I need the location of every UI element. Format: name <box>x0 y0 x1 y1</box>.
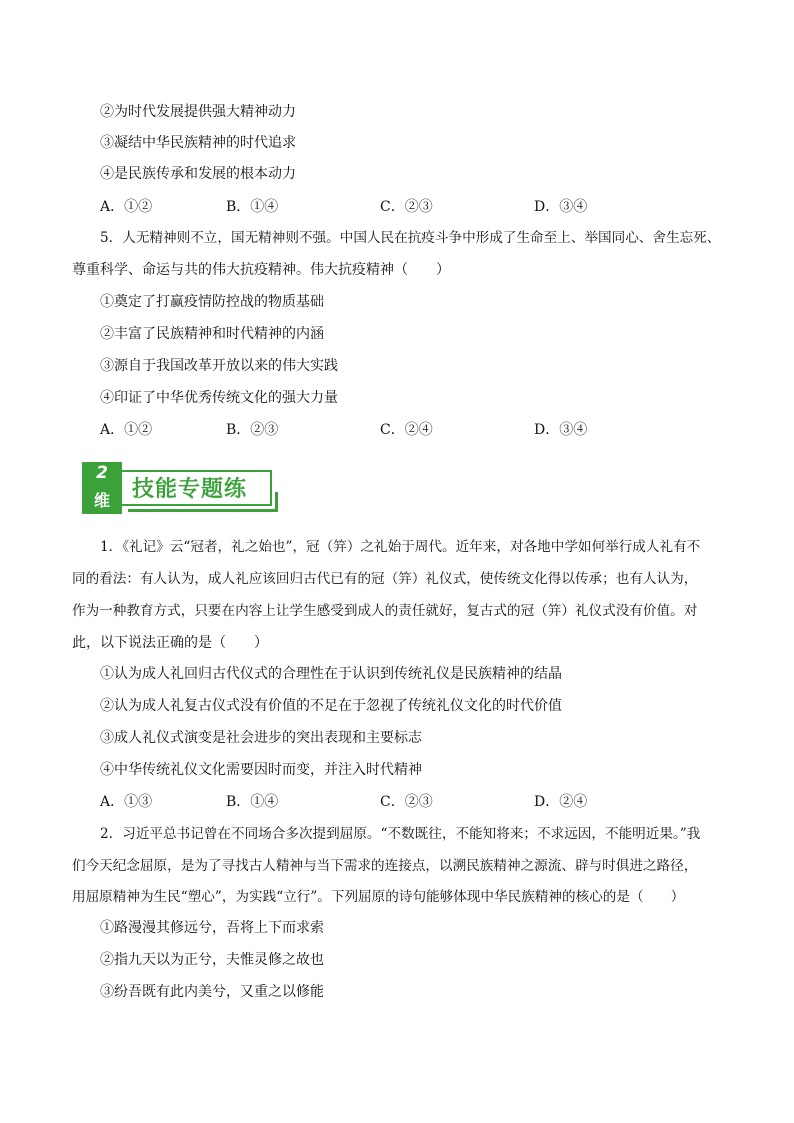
q2-item-1: ①路漫漫其修远兮，吾将上下而求索 <box>100 920 324 936</box>
q4-item-2: ②为时代发展提供强大精神动力 <box>100 104 296 120</box>
q4-item-3: ③凝结中华民族精神的时代追求 <box>100 135 296 151</box>
q5-item-1: ①奠定了打赢疫情防控战的物质基础 <box>100 294 324 310</box>
q5-item-2: ②丰富了民族精神和时代精神的内涵 <box>100 326 324 342</box>
q5-stem-line-2: 尊重科学、命运与共的伟大抗疫精神。伟大抗疫精神（ ） <box>72 262 450 278</box>
q1-stem-line-4: 此，以下说法正确的是（ ） <box>72 635 268 651</box>
q5-option-a: A．①② <box>100 422 153 438</box>
q1-item-3: ③成人礼仪式演变是社会进步的突出表现和主要标志 <box>100 730 422 746</box>
q1-option-b: B．①④ <box>226 794 279 810</box>
q2-stem-line-1: 2．习近平总书记曾在不同场合多次提到屈原。“不数既往，不能知将来；不求远因，不能明近果。”我 <box>100 826 701 842</box>
q4-option-b: B．①④ <box>226 199 279 215</box>
q1-option-a: A．①③ <box>100 794 153 810</box>
q5-stem-line-1: 5．人无精神则不立，国无精神则不强。中国人民在抗疫斗争中形成了生命至上、举国同心、舍生忘死、 <box>100 230 721 246</box>
q5-option-c: C．②④ <box>380 422 433 438</box>
q4-option-c: C．②③ <box>380 199 433 215</box>
q1-option-c: C．②③ <box>380 794 433 810</box>
section-title: 技能专题练 <box>132 477 248 502</box>
q2-stem-line-2: 们今天纪念屈原，是为了寻找古人精神与当下需求的连接点，以溯民族精神之源流、辟与时俱进之路径， <box>72 858 698 874</box>
q1-item-1: ①认为成人礼回归古代仪式的合理性在于认识到传统礼仪是民族精神的结晶 <box>100 666 562 682</box>
q4-item-4: ④是民族传承和发展的根本动力 <box>100 166 296 182</box>
section-banner <box>82 462 278 514</box>
q2-item-2: ②指九天以为正兮，夫惟灵修之故也 <box>100 952 324 968</box>
section-badge-number: 2 <box>96 463 108 483</box>
q2-stem-line-3: 用屈原精神为生民“塑心”，为实践“立行”。下列屈原的诗句能够体现中华民族精神的核心的是（ ） <box>72 889 685 905</box>
q1-stem-line-3: 作为一种教育方式，只要在内容上让学生感受到成人的责任就好，复古式的冠（笄）礼仪式没有价值。对 <box>72 603 698 619</box>
q1-item-4: ④中华传统礼仪文化需要因时而变，并注入时代精神 <box>100 762 422 778</box>
q5-item-4: ④印证了中华优秀传统文化的强大力量 <box>100 390 338 406</box>
q4-option-d: D．③④ <box>534 199 588 215</box>
q4-option-a: A．①② <box>100 199 153 215</box>
q1-item-2: ②认为成人礼复古仪式没有价值的不足在于忽视了传统礼仪文化的时代价值 <box>100 698 562 714</box>
q5-item-3: ③源自于我国改革开放以来的伟大实践 <box>100 358 338 374</box>
q5-option-b: B．②③ <box>226 422 279 438</box>
section-badge <box>82 462 122 514</box>
q1-stem-line-1: 1．《礼记》云“冠者，礼之始也”，冠（笄）之礼始于周代。近年来，对各地中学如何举行成人礼有不 <box>100 539 701 555</box>
q1-stem-line-2: 同的看法：有人认为，成人礼应该回归古代已有的冠（笄）礼仪式，使传统文化得以传承；也有人认为， <box>72 571 698 587</box>
q5-option-d: D．③④ <box>534 422 588 438</box>
q1-option-d: D．②④ <box>534 794 588 810</box>
q2-item-3: ③纷吾既有此内美兮，又重之以修能 <box>100 984 324 1000</box>
section-badge-word: 维 <box>93 491 110 510</box>
